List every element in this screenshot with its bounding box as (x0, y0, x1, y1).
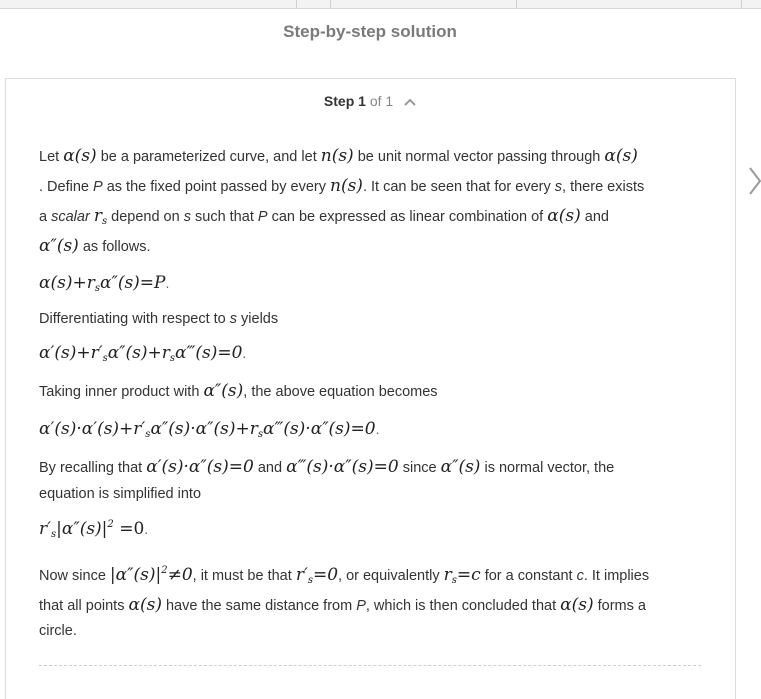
step-count: of 1 (369, 93, 394, 109)
text: s (554, 179, 563, 195)
page-title: Step-by-step solution (283, 22, 457, 41)
text: as follows. (82, 239, 151, 255)
chevron-up-icon[interactable] (403, 97, 417, 107)
math-alpha-dd-s: α″(s) (39, 236, 79, 256)
top-tab-bar (0, 0, 761, 9)
text: such that (195, 209, 254, 225)
step-header[interactable] (6, 93, 735, 109)
text: can be expressed as linear combination of (271, 209, 544, 225)
text: s (229, 311, 237, 327)
text-line (39, 486, 201, 502)
text-line (39, 146, 638, 166)
text: depend on (111, 209, 180, 225)
math-expression: $|\alpha''(s)|^2\ne 0$ (109, 565, 193, 585)
math-expression: α′(s)·α″(s)=0 (146, 457, 254, 477)
text: that all points (39, 598, 125, 614)
divider (39, 665, 701, 666)
text-line (39, 236, 151, 256)
text: yields (241, 311, 279, 327)
math-r-s: $r_s$ (93, 206, 108, 227)
text: , there exists (562, 179, 645, 195)
text: forms a (597, 598, 646, 614)
math-alpha-s: α(s) (604, 146, 638, 166)
step-label: Step 1 (323, 93, 366, 109)
tab-separator (296, 0, 297, 8)
text: . It implies (583, 568, 650, 584)
math-alpha-s: α(s) (547, 206, 581, 226)
text: Now since (39, 568, 106, 584)
equation-1: $\alpha(s)+r_s\alpha''(s)=P$. (39, 273, 170, 294)
math-n-s: n(s) (330, 176, 363, 196)
text: Let (39, 149, 60, 165)
text: and (257, 460, 283, 476)
next-arrow-icon[interactable] (746, 164, 761, 198)
solution-card (5, 78, 736, 699)
text-line (39, 176, 644, 196)
text-line (39, 457, 614, 477)
text: , it must be that (192, 568, 292, 584)
text: a (39, 209, 48, 225)
text: , the above equation becomes (243, 384, 438, 400)
math-alpha-s: α(s) (128, 595, 162, 615)
text: have the same distance from (165, 598, 353, 614)
text: be a parameterized curve, and let (100, 149, 317, 165)
text: By recalling that (39, 460, 143, 476)
text: P (356, 598, 366, 614)
equation-3: $\alpha'(s)\cdot\alpha'(s)+r'_s\alpha''(s)\cdot\alpha''(s)+r_s\alpha‴(s)\cdot\alpha''(s)=0$. (39, 419, 380, 440)
text: s (183, 209, 191, 225)
math-alpha-dd-s: α″(s) (203, 381, 244, 401)
text: Taking inner product with (39, 384, 200, 400)
math-expression: $r'_s=0$ (295, 565, 339, 586)
math-expression: $r_s=c$ (443, 565, 481, 586)
text: equation is simplified into (39, 486, 202, 502)
math-alpha-dd-s: α″(s) (440, 457, 481, 477)
text: scalar (51, 209, 90, 225)
text: as the fixed point passed by every (106, 179, 326, 195)
text: be unit normal vector passing through (357, 149, 601, 165)
text: is normal vector, the (484, 460, 615, 476)
text: , or equivalently (338, 568, 440, 584)
text: and (584, 209, 609, 225)
text-line (39, 381, 438, 401)
text: . Define (39, 179, 89, 195)
tab-separator (741, 0, 742, 8)
text: , which is then concluded that (365, 598, 557, 614)
text: since (402, 460, 437, 476)
math-expression: α‴(s)·α″(s)=0 (286, 457, 399, 477)
text: P (257, 209, 268, 225)
text: P (93, 179, 103, 195)
text-line (39, 623, 77, 639)
text: c (576, 568, 584, 584)
tab-separator (516, 0, 517, 8)
tab-separator (330, 0, 331, 8)
equation-2: $\alpha'(s)+r'_s\alpha''(s)+r_s\alpha‴(s)=0$. (39, 343, 247, 364)
equation-4: $r'_s|\alpha''(s)|^2 =0$. (39, 519, 149, 540)
text-line (39, 206, 609, 227)
math-n-s: n(s) (320, 146, 354, 166)
text: . It can be seen that for every (362, 179, 551, 195)
text-line (39, 311, 278, 327)
text: for a constant (484, 568, 573, 584)
math-alpha-s: α(s) (63, 146, 97, 166)
math-alpha-s: α(s) (560, 595, 594, 615)
text: Differentiating with respect to (39, 311, 226, 327)
text-line (39, 595, 646, 615)
text-line (39, 565, 649, 586)
text: circle. (39, 623, 77, 639)
